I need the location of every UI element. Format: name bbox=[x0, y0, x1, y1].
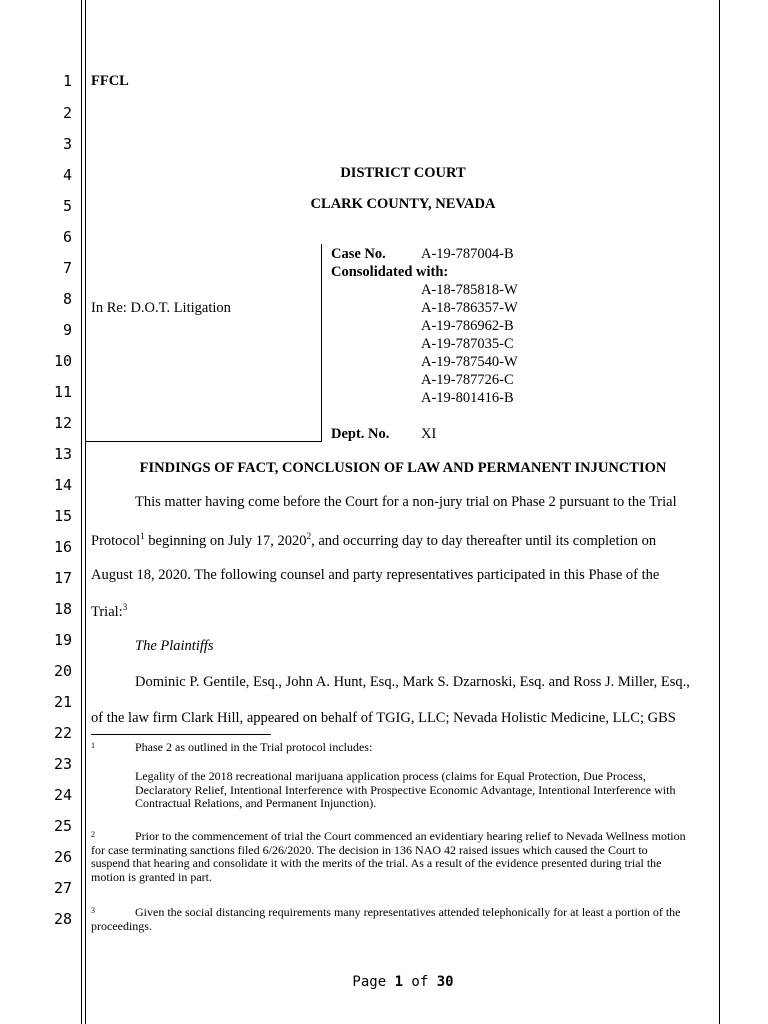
line-number: 6 bbox=[62, 228, 72, 246]
page-prefix: Page bbox=[352, 974, 395, 990]
body-line: This matter having come before the Court for a non-jury trial on Phase 2 pursuant to the Trial bbox=[135, 494, 677, 510]
line-number: 12 bbox=[53, 414, 72, 432]
case-number: A-19-787004-B bbox=[421, 246, 514, 262]
line-number: 22 bbox=[53, 724, 72, 742]
footnote-line: proceedings. bbox=[91, 918, 152, 933]
consolidated-case: A-19-787035-C bbox=[421, 336, 514, 352]
line-number: 19 bbox=[53, 631, 72, 649]
document-code: FFCL bbox=[91, 73, 129, 89]
consolidated-case: A-19-801416-B bbox=[421, 390, 514, 406]
court-name: DISTRICT COURT bbox=[340, 165, 466, 181]
line-number: 10 bbox=[53, 352, 72, 370]
line-number: 16 bbox=[53, 538, 72, 556]
consolidated-case: A-18-785818-W bbox=[421, 282, 518, 298]
line-number: 25 bbox=[53, 817, 72, 835]
footnote-separator bbox=[91, 734, 271, 735]
left-margin-rule-outer bbox=[81, 0, 82, 1024]
caption-divider bbox=[321, 244, 322, 442]
line-number: 11 bbox=[53, 383, 72, 401]
footnote-ref[interactable]: 3 bbox=[122, 602, 128, 612]
line-number: 9 bbox=[62, 321, 72, 339]
line-number: 4 bbox=[62, 166, 72, 184]
line-number: 2 bbox=[62, 104, 72, 122]
page-number: 1 bbox=[394, 974, 403, 990]
line-number: 20 bbox=[53, 662, 72, 680]
case-number-label: Case No. bbox=[331, 246, 386, 262]
line-number: 3 bbox=[62, 135, 72, 153]
line-number: 13 bbox=[53, 445, 72, 463]
plaintiffs-heading: The Plaintiffs bbox=[135, 638, 214, 654]
line-number: 28 bbox=[53, 910, 72, 928]
footnote-line: Declaratory Relief, Intentional Interference with Prospective Economic Advantage, Intentional Interference with bbox=[135, 782, 676, 797]
footnote-number: 2 bbox=[91, 830, 95, 839]
page-of: of bbox=[403, 974, 437, 990]
caption-underline bbox=[85, 441, 322, 442]
line-number: 8 bbox=[62, 290, 72, 308]
page-footer bbox=[91, 974, 715, 990]
footnote-list bbox=[135, 770, 675, 811]
footnote-text bbox=[91, 830, 686, 884]
footnote-text bbox=[91, 906, 680, 933]
footnote-line: for case terminating sanctions filed 6/26/2020. The decision in 136 NAO 42 raised issues which caused the Court to bbox=[91, 842, 648, 857]
line-number: 18 bbox=[53, 600, 72, 618]
line-number: 27 bbox=[53, 879, 72, 897]
line-number: 21 bbox=[53, 693, 72, 711]
line-number: 7 bbox=[62, 259, 72, 277]
case-party: In Re: D.O.T. Litigation bbox=[91, 300, 231, 316]
footnote-line: Contractual Relations, and Permanent Injunction). bbox=[135, 796, 377, 810]
consolidated-cases bbox=[421, 281, 518, 407]
body-line: August 18, 2020. The following counsel and party representatives participated in this Phase of the bbox=[91, 567, 660, 583]
consolidated-case: A-19-787726-C bbox=[421, 372, 514, 388]
line-number: 14 bbox=[53, 476, 72, 494]
body-line: Trial:$^3$ bbox=[91, 602, 128, 620]
left-margin-rule-inner bbox=[85, 0, 86, 1024]
line-number: 24 bbox=[53, 786, 72, 804]
line-number: 23 bbox=[53, 755, 72, 773]
footnote-text: Phase 2 as outlined in the Trial protocol includes: bbox=[135, 740, 373, 754]
line-number: 26 bbox=[53, 848, 72, 866]
line-number: 1 bbox=[62, 72, 72, 90]
footnote-line: suspend that hearing and consolidate it with the merits of the trial. As a result of the evidence presented during trial the bbox=[91, 856, 662, 870]
page-total: 30 bbox=[436, 974, 454, 990]
footnote-number: 1 bbox=[91, 741, 95, 750]
line-number: 15 bbox=[53, 507, 72, 525]
line-number: 5 bbox=[62, 197, 72, 215]
consolidated-label: Consolidated with: bbox=[331, 264, 449, 280]
footnote-line: Legality of the 2018 recreational marijuana application process (claims for Equal Protection, Due Process, bbox=[135, 769, 646, 783]
footnote-ref[interactable]: 1 bbox=[140, 531, 145, 541]
footnote-line: Prior to the commencement of trial the Court commenced an evidentiary hearing relief to Nevada Wellness motion bbox=[135, 829, 686, 843]
body-line: Dominic P. Gentile, Esq., John A. Hunt, Esq., Mark S. Dzarnoski, Esq. and Ross J. Miller, Esq., bbox=[135, 674, 690, 690]
body-line: Protocol$^1$ beginning on July 17, 2020$^2$, and occurring day to day thereafter until its completion on bbox=[91, 531, 657, 549]
consolidated-case: A-19-787540-W bbox=[421, 354, 518, 370]
footnote-number: 3 bbox=[91, 906, 95, 915]
right-margin-rule bbox=[719, 0, 720, 1024]
footnote-line: Given the social distancing requirements many representatives attended telephonically for at least a portion of the bbox=[135, 905, 681, 919]
footnote-ref[interactable]: 2 bbox=[306, 531, 312, 541]
consolidated-case: A-18-786357-W bbox=[421, 300, 518, 316]
county-name: CLARK COUNTY, NEVADA bbox=[310, 196, 496, 212]
dept-label: Dept. No. bbox=[331, 426, 390, 442]
footnote-line: motion is granted in part. bbox=[91, 869, 212, 884]
body-line: of the law firm Clark Hill, appeared on behalf of TGIG, LLC; Nevada Holistic Medicine, LLC; GBS bbox=[91, 710, 676, 726]
dept-number: XI bbox=[421, 426, 437, 442]
consolidated-case: A-19-786962-B bbox=[421, 318, 514, 334]
line-number: 17 bbox=[53, 569, 72, 587]
document-title: FINDINGS OF FACT, CONCLUSION OF LAW AND PERMANENT INJUNCTION bbox=[139, 460, 667, 476]
